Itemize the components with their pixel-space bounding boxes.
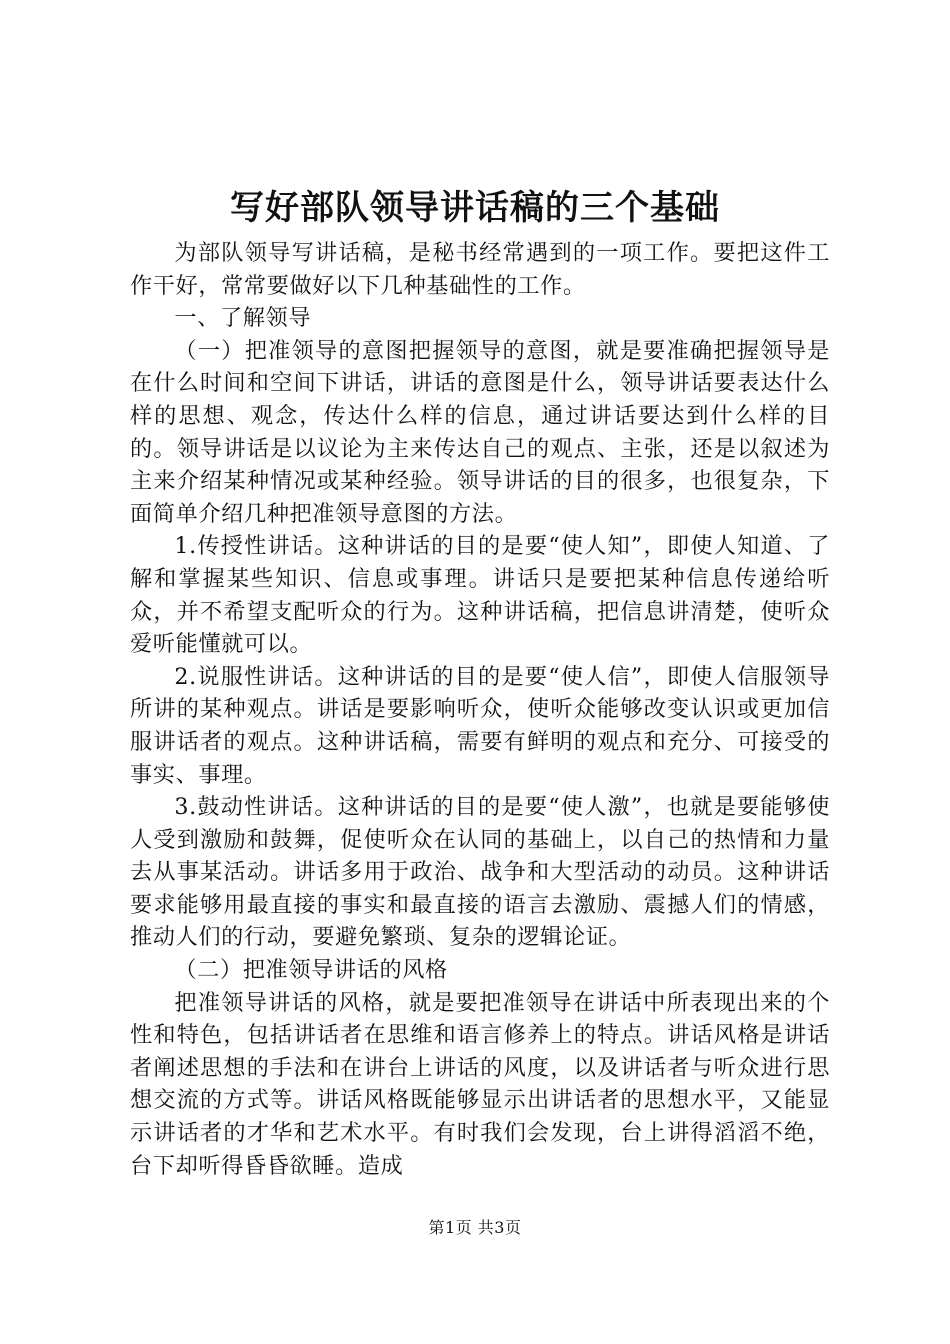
body-paragraph: 把准领导讲话的风格，就是要把准领导在讲话中所表现出来的个性和特色，包括讲话者在思维和语言修养上的特点。讲话风格是讲话者阐述思想的手法和在讲台上讲话的风度，以及讲话者与听众进行思想交流的方式等。讲话风格既能够显示出讲话者的思想水平，又能显示讲话者的才华和艺术水平。有时我们会发现，台上讲得滔滔不绝，台下却听得昏昏欲睡。造成 (130, 989, 830, 1179)
document-body (130, 237, 830, 1182)
subsection-heading: （二）把准领导讲话的风格 (174, 957, 448, 984)
body-paragraph: 1.传授性讲话。这种讲话的目的是要“使人知”，即使人知道、了解和掌握某些知识、信息或事理。讲话只是要把某种信息传递给听众，并不希望支配听众的行为。这种讲话稿，把信息讲清楚，使听众爱听能懂就可以。 (130, 533, 830, 658)
document-title: 写好部队领导讲话稿的三个基础 (230, 188, 720, 228)
page-footer: 第1页 共3页 (428, 1218, 522, 1237)
body-paragraph: （一）把准领导的意图把握领导的意图，就是要准确把握领导是在什么时间和空间下讲话，讲话的意图是什么，领导讲话要表达什么样的思想、观念，传达什么样的信息，通过讲话要达到什么样的目的。领导讲话是以议论为主来传达自己的观点、主张，还是以叙述为主来介绍某种情况或某种经验。领导讲话的目的很多，也很复杂，下面简单介绍几种把准领导意图的方法。 (130, 337, 830, 527)
body-paragraph: 为部队领导写讲话稿，是秘书经常遇到的一项工作。要把这件工作干好，常常要做好以下几种基础性的工作。 (130, 240, 830, 299)
section-heading: 一、了解领导 (174, 305, 312, 332)
body-paragraph: 3.鼓动性讲话。这种讲话的目的是要“使人激”，也就是要能够使人受到激励和鼓舞，促使听众在认同的基础上，以自己的热情和力量去从事某活动。讲话多用于政治、战争和大型活动的动员。这种讲话要求能够用最直接的事实和最直接的语言去激励、震撼人们的情感，推动人们的行动，要避免繁琐、复杂的逻辑论证。 (130, 794, 830, 951)
body-paragraph: 2.说服性讲话。这种讲话的目的是要“使人信”，即使人信服领导所讲的某种观点。讲话是要影响听众，使听众能够改变认识或更加信服讲话者的观点。这种讲话稿，需要有鲜明的观点和充分、可接受的事实、事理。 (130, 663, 830, 788)
